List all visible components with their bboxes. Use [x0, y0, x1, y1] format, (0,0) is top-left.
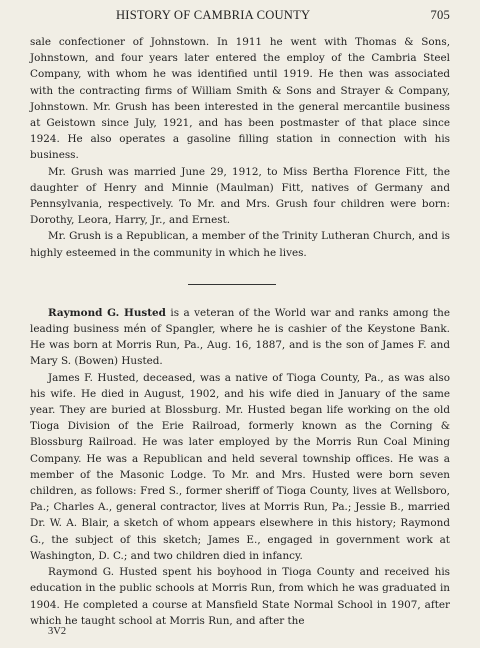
- paragraph-husted-education: Raymond G. Husted spent his boyhood in Tioga County and received his education in the public schools at Morris Run, from which he was graduated in 1904. He completed a course at Mansfield State Normal School in 1907, after which he taught school at Morris Run, and after the: [30, 566, 450, 627]
- running-title: HISTORY OF CAMBRIA COUNTY: [116, 8, 311, 22]
- paragraph-grush-career: sale confectioner of Johnstown. In 1911 he went with Thomas & Sons, Johnstown, and four years later entered the employ of the Cambria Steel Company, with whom he was identified until 1919. He then was associated with the contracting firms of William Smith & Sons and Strayer & Company, Johnstown. Mr. Grush has been interested in the general mercantile business at Geistown since July, 1921, and has been postmaster of that place since 1924. He also operates a gasoline filling station in connection with his business.: [30, 36, 450, 162]
- running-header: [30, 8, 450, 24]
- divider-line: [188, 284, 276, 285]
- husted-intro-text: is a veteran of the World war and ranks among the leading business mén of Spangler, where he is cashier of the Keystone Bank. He was born at Morris Run, Pa., Aug. 16, 1887, and is the son of James F. and Mary S. (Bowen) Husted.: [30, 306, 450, 368]
- page-number: 705: [430, 8, 450, 22]
- paragraph-husted-intro: [30, 305, 450, 370]
- paragraph-husted-family: James F. Husted, deceased, was a native of Tioga County, Pa., as was also his wife. He died in August, 1902, and his wife died in January of the same year. They are buried at Blossburg. Mr. Husted began life working on the old Tioga Division of the Erie Railroad, formerly known as the Corning & Blossburg Railroad. He was later employed by the Morris Run Coal Mining Company. He was a Republican and held several township offices. He was a member of the Masonic Lodge. To Mr. and Mrs. Husted were born seven children, as follows: Fred S., former sheriff of Tioga County, lives at Wellsboro, Pa.; Charles A., general contractor, lives at Morris Run, Pa.; Jessie B., married Dr. W. A. Blair, a sketch of whom appears elsewhere in this history; Raymond G., the subject of this sketch; James E., engaged in government work at Washington, D. C.; and two children died in infancy.: [30, 371, 450, 562]
- signature-mark: 3V2: [48, 626, 67, 637]
- section-separator: [30, 261, 450, 305]
- body-text: [30, 34, 450, 629]
- biography-subject-name: Raymond G. Husted: [48, 306, 166, 319]
- paragraph-grush-marriage: Mr. Grush was married June 29, 1912, to Miss Bertha Florence Fitt, the daughter of Henry and Minnie (Maulman) Fitt, natives of Germany and Pennsylvania, respectively. To Mr. and Mrs. Grush four children were born: Dorothy, Leora, Harry, Jr., and Ernest.: [30, 165, 450, 227]
- paragraph-grush-politics: Mr. Grush is a Republican, a member of the Trinity Lutheran Church, and is highly esteemed in the community in which he lives.: [30, 230, 450, 259]
